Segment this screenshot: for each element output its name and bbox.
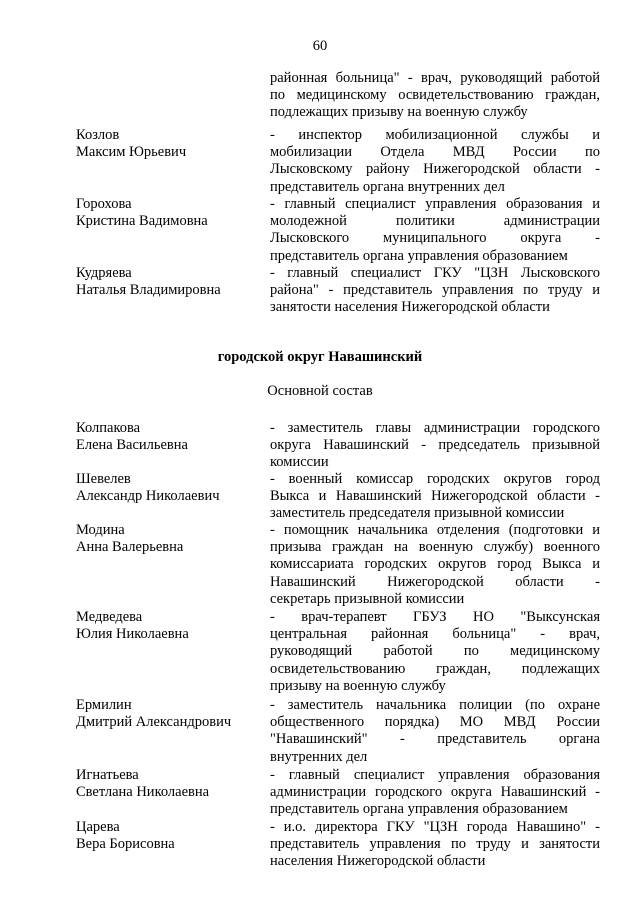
description-line: комиссии xyxy=(270,454,329,471)
member-surname: Ермилин xyxy=(76,697,132,713)
description-line: комиссариата городских округов город Выкса и xyxy=(270,556,600,573)
member-name xyxy=(76,471,266,505)
description-line: заместитель председателя призывной комиссии xyxy=(270,505,565,522)
member-description xyxy=(270,196,600,265)
member-surname: Колпакова xyxy=(76,420,141,436)
member-name xyxy=(76,420,266,454)
member-surname: Модина xyxy=(76,522,125,538)
description-line: мобилизации Отдела МВД России по xyxy=(270,144,600,161)
member-surname: Горохова xyxy=(76,196,132,212)
description-line: администрации городского округа Навашинский - xyxy=(270,784,600,801)
member-given-name: Максим Юрьевич xyxy=(76,144,187,160)
member-name xyxy=(76,767,266,801)
member-surname: Медведева xyxy=(76,609,143,625)
member-given-name: Александр Николаевич xyxy=(76,488,220,504)
description-line: Лысковского муниципального округа - xyxy=(270,230,600,247)
description-line: районная больница" - врач, руководящий работой xyxy=(270,70,600,86)
member-description xyxy=(270,767,600,819)
description-line: - врач-терапевт ГБУЗ НО "Выксунская xyxy=(270,609,600,625)
member-description xyxy=(270,420,600,472)
description-line: молодежной политики администрации xyxy=(270,213,600,230)
description-line: внутренних дел xyxy=(270,748,368,765)
description-line: представитель органа управления образованием xyxy=(270,801,568,818)
description-line: Лысковскому району Нижегородской области - xyxy=(270,161,600,178)
description-line: Навашинский Нижегородской области - xyxy=(270,573,600,590)
member-given-name: Вера Борисовна xyxy=(76,836,175,852)
member-surname: Царева xyxy=(76,819,120,835)
member-given-name: Юлия Николаевна xyxy=(76,626,189,642)
member-description xyxy=(270,471,600,523)
member-name xyxy=(76,609,266,643)
description-line: общественного порядка) МО МВД России xyxy=(270,714,600,731)
description-line: освидетельствованию граждан, подлежащих xyxy=(270,660,600,677)
description-line: по медицинскому освидетельствованию граждан, xyxy=(270,87,600,104)
page-number: 60 xyxy=(312,38,328,54)
member-given-name: Светлана Николаевна xyxy=(76,784,210,800)
description-line: занятости населения Нижегородской области xyxy=(270,299,550,316)
description-line: "Навашинский" - представитель органа xyxy=(270,731,600,748)
member-surname: Козлов xyxy=(76,127,120,143)
member-description xyxy=(270,819,600,871)
member-name xyxy=(76,196,266,230)
description-line: округа Навашинский - председатель призывной xyxy=(270,437,600,454)
member-description xyxy=(270,697,600,766)
description-line: - заместитель главы администрации городского xyxy=(270,420,600,436)
description-line: - инспектор мобилизационной службы и xyxy=(270,127,600,143)
member-name xyxy=(76,265,266,299)
member-description xyxy=(270,522,600,608)
member-description xyxy=(270,265,600,317)
description-line: - и.о. директора ГКУ "ЦЗН города Навашино" - xyxy=(270,819,600,835)
member-given-name: Анна Валерьевна xyxy=(76,539,184,555)
section-title: городской округ Навашинский xyxy=(217,349,423,365)
member-description xyxy=(270,127,600,196)
description-line: центральная районная больница" - врач, xyxy=(270,626,600,643)
description-line: призыву на военную службу xyxy=(270,677,446,694)
member-surname: Шевелев xyxy=(76,471,131,487)
member-surname: Игнатьева xyxy=(76,767,139,783)
description-line: представитель органа внутренних дел xyxy=(270,178,505,195)
description-line: - главный специалист управления образования xyxy=(270,767,600,783)
member-given-name: Наталья Владимировна xyxy=(76,282,221,298)
description-line: призыва граждан на военную службу) военного xyxy=(270,539,600,556)
description-line: - главный специалист ГКУ "ЦЗН Лысковского xyxy=(270,265,600,281)
description-line: Выкса и Навашинский Нижегородской области - xyxy=(270,488,600,505)
description-line: - военный комиссар городских округов город xyxy=(270,471,600,487)
description-line: населения Нижегородской области xyxy=(270,853,486,870)
description-line: представитель органа управления образованием xyxy=(270,247,568,264)
member-given-name: Дмитрий Александрович xyxy=(76,714,232,730)
description-line: представитель управления по труду и занятости xyxy=(270,836,600,853)
description-line: подлежащих призыву на военную службу xyxy=(270,104,528,121)
description-line: - главный специалист управления образования и xyxy=(270,196,600,212)
member-name xyxy=(76,522,266,556)
member-name xyxy=(76,819,266,853)
member-description xyxy=(270,70,600,122)
description-line: - заместитель начальника полиции (по охране xyxy=(270,697,600,713)
member-given-name: Елена Васильевна xyxy=(76,437,188,453)
description-line: - помощник начальника отделения (подготовки и xyxy=(270,522,600,538)
member-description xyxy=(270,609,600,695)
member-surname: Кудряева xyxy=(76,265,132,281)
subsection-title: Основной состав xyxy=(267,383,373,399)
member-name xyxy=(76,697,266,731)
member-name xyxy=(76,127,266,161)
member-given-name: Кристина Вадимовна xyxy=(76,213,208,229)
description-line: секретарь призывной комиссии xyxy=(270,590,465,607)
description-line: района" - представитель управления по труду и xyxy=(270,282,600,299)
description-line: руководящий работой по медицинскому xyxy=(270,643,600,660)
